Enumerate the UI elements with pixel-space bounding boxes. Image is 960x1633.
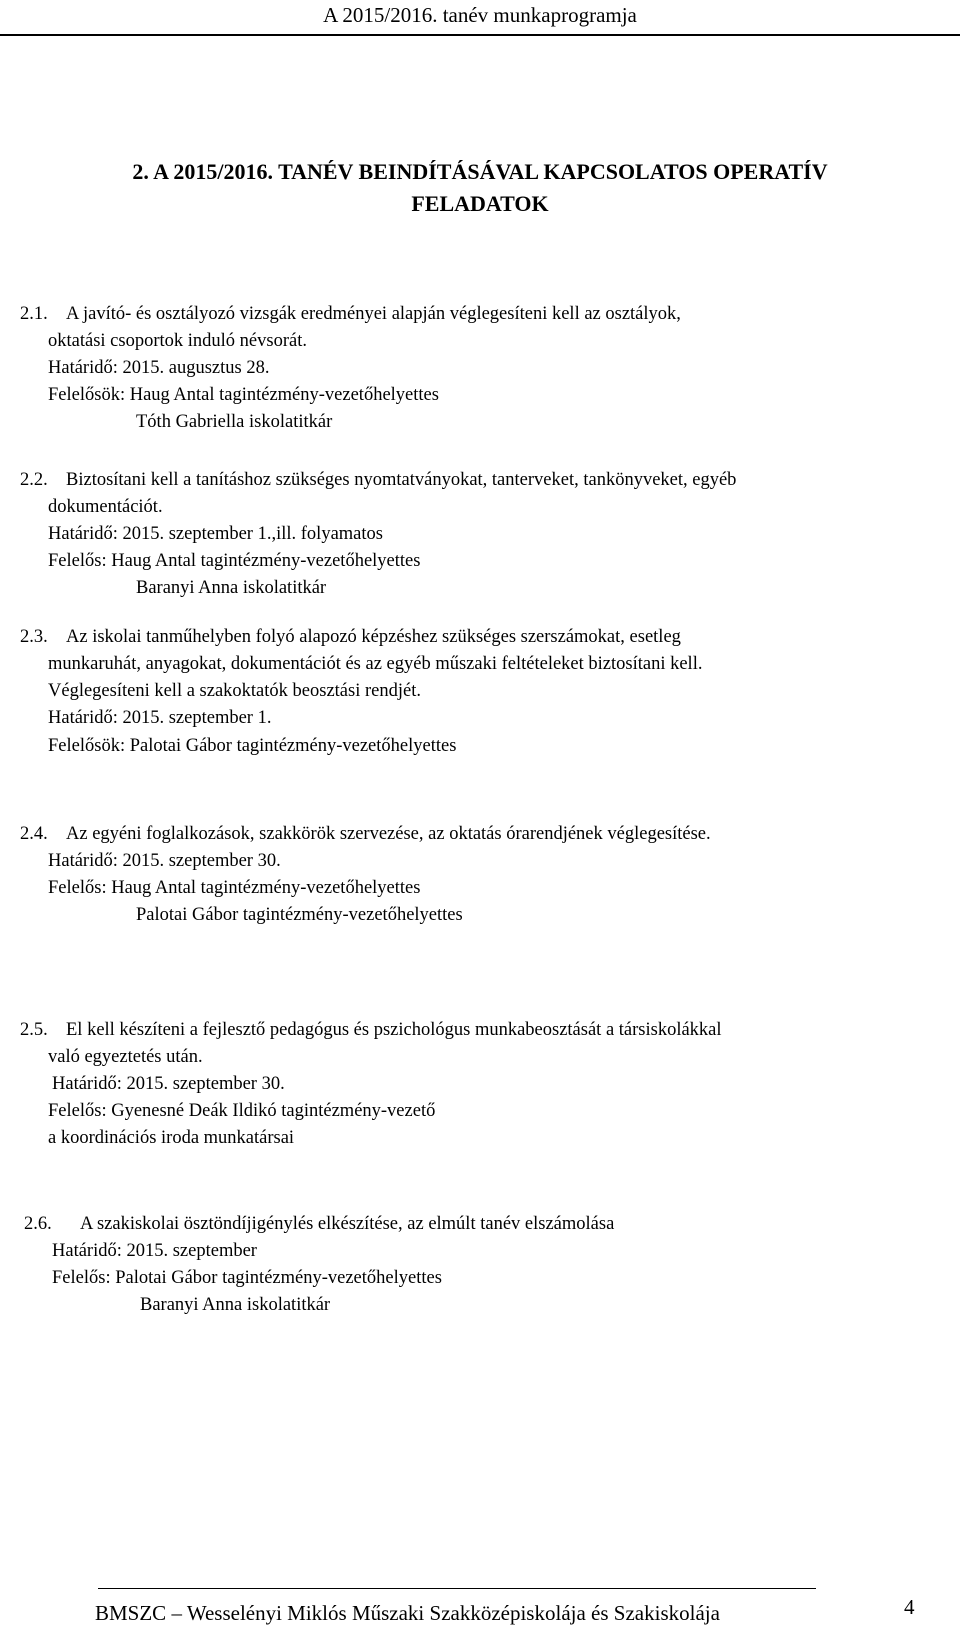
responsible-2: Baranyi Anna iskolatitkár [136,578,327,598]
section-text-line1: A javító- és osztályozó vizsgák eredményei alapján véglegesíteni kell az osztályok, [66,304,681,324]
section-text-line1: El kell készíteni a fejlesztő pedagógus és pszichológus munkabeosztását a társiskolákkal [66,1020,722,1040]
section-number: 2.4. [20,824,48,844]
header-rule [0,34,960,36]
section-number: 2.2. [20,470,48,490]
section-text-line1: Az egyéni foglalkozások, szakkörök szervezése, az oktatás órarendjének véglegesítése. [66,824,711,844]
responsible: Felelősök: Palotai Gábor tagintézmény-vezetőhelyettes [48,736,457,756]
deadline: Határidő: 2015. augusztus 28. [48,358,270,378]
responsible-2: a koordinációs iroda munkatársai [48,1128,295,1148]
deadline: Határidő: 2015. szeptember 1.,ill. folyamatos [48,524,383,544]
section-number: 2.6. [24,1214,52,1234]
section-text-line1: Biztosítani kell a tanításhoz szükséges nyomtatványokat, tanterveket, tankönyveket, egyéb [66,470,737,490]
deadline: Határidő: 2015. szeptember 30. [48,851,281,871]
section-text-line2: oktatási csoportok induló névsorát. [48,331,307,351]
deadline: Határidő: 2015. szeptember 1. [48,708,272,728]
responsible: Felelős: Palotai Gábor tagintézmény-vezetőhelyettes [52,1268,442,1288]
chapter-title-line1: 2. A 2015/2016. TANÉV BEINDÍTÁSÁVAL KAPCSOLATOS OPERATÍV [132,159,828,184]
section-text-line1: Az iskolai tanműhelyben folyó alapozó képzéshez szükséges szerszámokat, esetleg [66,627,681,647]
section-text-line2: munkaruhát, anyagokat, dokumentációt és az egyéb műszaki feltételeket biztosítani kell. [48,654,703,674]
section-number: 2.1. [20,304,48,324]
chapter-title-line2: FELADATOK [411,191,549,216]
section-text-line2: való egyeztetés után. [48,1047,203,1067]
section-text-line1: A szakiskolai ösztöndíjigénylés elkészítése, az elmúlt tanév elszámolása [80,1214,615,1234]
deadline: Határidő: 2015. szeptember [52,1241,257,1261]
section-number: 2.5. [20,1020,48,1040]
section-text-line2: dokumentációt. [48,497,163,517]
section-number: 2.3. [20,627,48,647]
responsible: Felelős: Gyenesné Deák Ildikó tagintézmény-vezető [48,1101,436,1121]
deadline: Határidő: 2015. szeptember 30. [52,1074,285,1094]
section-text-line3: Véglegesíteni kell a szakoktatók beosztási rendjét. [48,681,421,701]
page-number: 4 [904,1595,915,1619]
responsible-2: Tóth Gabriella iskolatitkár [136,412,333,432]
footer-rule [98,1588,816,1589]
responsible: Felelősök: Haug Antal tagintézmény-vezetőhelyettes [48,385,439,405]
responsible-2: Palotai Gábor tagintézmény-vezetőhelyettes [136,905,463,925]
responsible-2: Baranyi Anna iskolatitkár [140,1295,331,1315]
responsible: Felelős: Haug Antal tagintézmény-vezetőhelyettes [48,878,421,898]
running-header: A 2015/2016. tanév munkaprogramja [323,3,637,27]
responsible: Felelős: Haug Antal tagintézmény-vezetőhelyettes [48,551,421,571]
footer-text: BMSZC – Wesselényi Miklós Műszaki Szakközépiskolája és Szakiskolája [95,1601,720,1625]
